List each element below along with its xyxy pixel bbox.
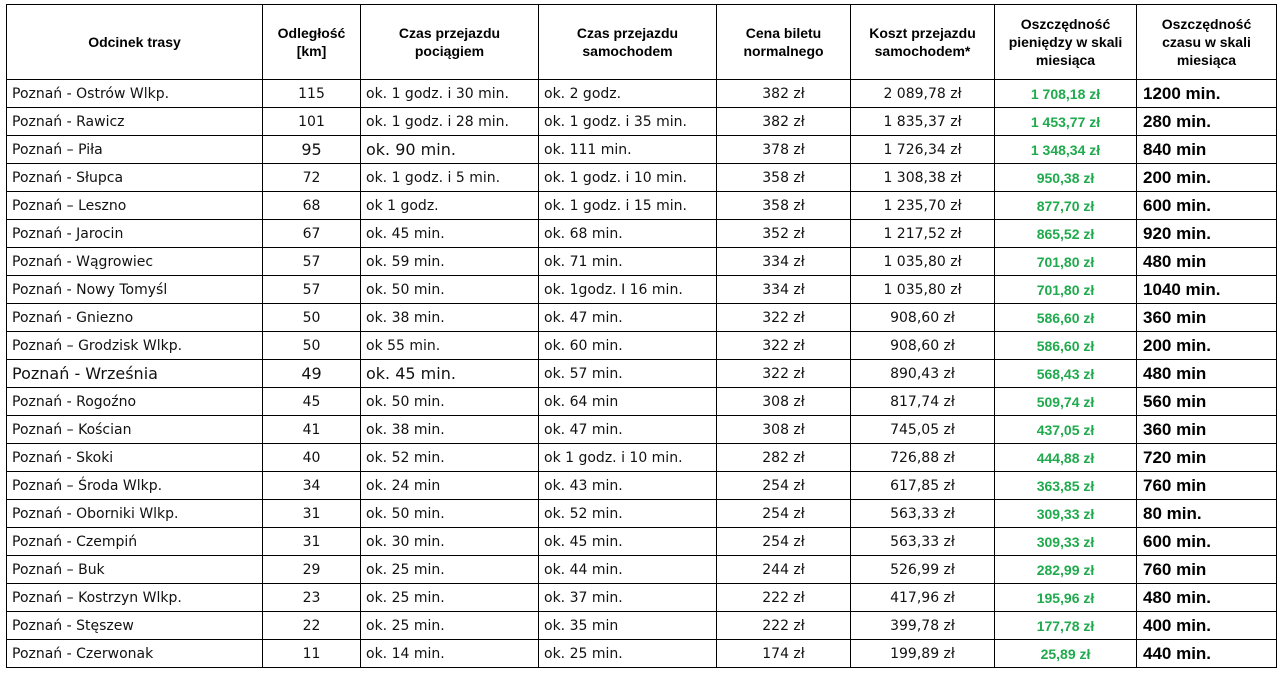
cell-time-savings: 400 min. bbox=[1137, 612, 1277, 640]
table-row bbox=[7, 108, 1277, 136]
cell-money-savings: 865,52 zł bbox=[995, 220, 1137, 248]
header-train-time: Czas przejazdu pociągiem bbox=[361, 5, 539, 80]
cell-ticket-price: 322 zł bbox=[717, 304, 851, 332]
cell-route: Poznań – Piła bbox=[7, 136, 263, 164]
cell-time-savings: 560 min bbox=[1137, 388, 1277, 416]
cell-money-savings: 282,99 zł bbox=[995, 556, 1137, 584]
cell-money-savings: 877,70 zł bbox=[995, 192, 1137, 220]
cell-car-time: ok. 52 min. bbox=[539, 500, 717, 528]
cell-distance: 40 bbox=[263, 444, 361, 472]
cell-car-time: ok. 47 min. bbox=[539, 304, 717, 332]
cell-distance: 57 bbox=[263, 248, 361, 276]
cell-car-cost: 563,33 zł bbox=[851, 500, 995, 528]
cell-route: Poznań - Września bbox=[7, 360, 263, 388]
cell-train-time: ok. 45 min. bbox=[361, 220, 539, 248]
cell-money-savings: 309,33 zł bbox=[995, 500, 1137, 528]
cell-car-cost: 526,99 zł bbox=[851, 556, 995, 584]
cell-ticket-price: 382 zł bbox=[717, 80, 851, 108]
cell-car-time: ok. 111 min. bbox=[539, 136, 717, 164]
cell-route: Poznań – Kostrzyn Wlkp. bbox=[7, 584, 263, 612]
cell-distance: 115 bbox=[263, 80, 361, 108]
table-row bbox=[7, 304, 1277, 332]
cell-time-savings: 480 min bbox=[1137, 248, 1277, 276]
table-row bbox=[7, 388, 1277, 416]
cell-distance: 41 bbox=[263, 416, 361, 444]
cell-train-time: ok. 38 min. bbox=[361, 416, 539, 444]
table-row bbox=[7, 136, 1277, 164]
cell-train-time: ok. 50 min. bbox=[361, 500, 539, 528]
cell-route: Poznań - Oborniki Wlkp. bbox=[7, 500, 263, 528]
cell-car-cost: 1 308,38 zł bbox=[851, 164, 995, 192]
cell-money-savings: 1 348,34 zł bbox=[995, 136, 1137, 164]
table-row bbox=[7, 556, 1277, 584]
cell-route: Poznań - Słupca bbox=[7, 164, 263, 192]
cell-car-cost: 617,85 zł bbox=[851, 472, 995, 500]
cell-route: Poznań - Gniezno bbox=[7, 304, 263, 332]
cell-train-time: ok. 14 min. bbox=[361, 640, 539, 668]
cell-distance: 68 bbox=[263, 192, 361, 220]
cell-car-cost: 908,60 zł bbox=[851, 332, 995, 360]
cell-car-cost: 745,05 zł bbox=[851, 416, 995, 444]
cell-train-time: ok. 1 godz. i 5 min. bbox=[361, 164, 539, 192]
cell-car-time: ok. 1godz. I 16 min. bbox=[539, 276, 717, 304]
cell-time-savings: 480 min bbox=[1137, 360, 1277, 388]
cell-money-savings: 586,60 zł bbox=[995, 332, 1137, 360]
header-distance: Odległość [km] bbox=[263, 5, 361, 80]
table-row bbox=[7, 612, 1277, 640]
cell-ticket-price: 382 zł bbox=[717, 108, 851, 136]
cell-time-savings: 80 min. bbox=[1137, 500, 1277, 528]
cell-car-time: ok. 45 min. bbox=[539, 528, 717, 556]
header-car-time: Czas przejazdu samochodem bbox=[539, 5, 717, 80]
cell-train-time: ok. 1 godz. i 28 min. bbox=[361, 108, 539, 136]
table-row bbox=[7, 444, 1277, 472]
cell-route: Poznań - Czerwonak bbox=[7, 640, 263, 668]
cell-route: Poznań - Czempiń bbox=[7, 528, 263, 556]
cell-money-savings: 437,05 zł bbox=[995, 416, 1137, 444]
cell-train-time: ok. 38 min. bbox=[361, 304, 539, 332]
cell-distance: 11 bbox=[263, 640, 361, 668]
cell-train-time: ok. 25 min. bbox=[361, 556, 539, 584]
header-money-savings: Oszczędność pieniędzy w skali miesiąca bbox=[995, 5, 1137, 80]
cell-route: Poznań - Jarocin bbox=[7, 220, 263, 248]
table-row bbox=[7, 192, 1277, 220]
cell-car-cost: 817,74 zł bbox=[851, 388, 995, 416]
table-row bbox=[7, 276, 1277, 304]
table-container bbox=[6, 4, 1277, 668]
cell-time-savings: 280 min. bbox=[1137, 108, 1277, 136]
table-row bbox=[7, 416, 1277, 444]
cell-car-cost: 1 035,80 zł bbox=[851, 276, 995, 304]
cell-money-savings: 177,78 zł bbox=[995, 612, 1137, 640]
cell-ticket-price: 322 zł bbox=[717, 360, 851, 388]
cell-route: Poznań - Nowy Tomyśl bbox=[7, 276, 263, 304]
cell-money-savings: 195,96 zł bbox=[995, 584, 1137, 612]
cell-car-cost: 890,43 zł bbox=[851, 360, 995, 388]
cell-ticket-price: 254 zł bbox=[717, 500, 851, 528]
cell-time-savings: 920 min. bbox=[1137, 220, 1277, 248]
table-row bbox=[7, 220, 1277, 248]
cell-distance: 50 bbox=[263, 304, 361, 332]
cell-distance: 31 bbox=[263, 500, 361, 528]
cell-money-savings: 586,60 zł bbox=[995, 304, 1137, 332]
cell-money-savings: 444,88 zł bbox=[995, 444, 1137, 472]
cell-distance: 95 bbox=[263, 136, 361, 164]
cell-car-time: ok. 57 min. bbox=[539, 360, 717, 388]
cell-time-savings: 440 min. bbox=[1137, 640, 1277, 668]
cell-distance: 50 bbox=[263, 332, 361, 360]
cell-train-time: ok. 25 min. bbox=[361, 584, 539, 612]
table-row bbox=[7, 528, 1277, 556]
cell-ticket-price: 244 zł bbox=[717, 556, 851, 584]
cell-route: Poznań – Środa Wlkp. bbox=[7, 472, 263, 500]
cell-money-savings: 1 453,77 zł bbox=[995, 108, 1137, 136]
cell-distance: 34 bbox=[263, 472, 361, 500]
cell-train-time: ok 55 min. bbox=[361, 332, 539, 360]
cell-car-time: ok. 25 min. bbox=[539, 640, 717, 668]
cell-car-cost: 1 035,80 zł bbox=[851, 248, 995, 276]
cell-ticket-price: 334 zł bbox=[717, 276, 851, 304]
header-ticket-price: Cena biletu normalnego bbox=[717, 5, 851, 80]
cell-distance: 22 bbox=[263, 612, 361, 640]
table-row bbox=[7, 472, 1277, 500]
cell-car-cost: 1 726,34 zł bbox=[851, 136, 995, 164]
cell-ticket-price: 308 zł bbox=[717, 388, 851, 416]
cell-car-cost: 726,88 zł bbox=[851, 444, 995, 472]
cell-train-time: ok. 50 min. bbox=[361, 388, 539, 416]
cell-route: Poznań - Skoki bbox=[7, 444, 263, 472]
cell-train-time: ok. 59 min. bbox=[361, 248, 539, 276]
cell-time-savings: 840 min bbox=[1137, 136, 1277, 164]
table-row bbox=[7, 164, 1277, 192]
cell-money-savings: 950,38 zł bbox=[995, 164, 1137, 192]
cell-ticket-price: 174 zł bbox=[717, 640, 851, 668]
cell-car-cost: 2 089,78 zł bbox=[851, 80, 995, 108]
cell-time-savings: 600 min. bbox=[1137, 528, 1277, 556]
cell-time-savings: 1200 min. bbox=[1137, 80, 1277, 108]
cell-ticket-price: 222 zł bbox=[717, 612, 851, 640]
cell-route: Poznań – Kościan bbox=[7, 416, 263, 444]
cell-route: Poznań - Rawicz bbox=[7, 108, 263, 136]
cell-money-savings: 701,80 zł bbox=[995, 276, 1137, 304]
cell-distance: 31 bbox=[263, 528, 361, 556]
cell-car-time: ok. 43 min. bbox=[539, 472, 717, 500]
cell-ticket-price: 322 zł bbox=[717, 332, 851, 360]
cell-money-savings: 309,33 zł bbox=[995, 528, 1137, 556]
cell-car-cost: 563,33 zł bbox=[851, 528, 995, 556]
table-row bbox=[7, 248, 1277, 276]
cell-route: Poznań – Grodzisk Wlkp. bbox=[7, 332, 263, 360]
cell-car-time: ok. 1 godz. i 15 min. bbox=[539, 192, 717, 220]
cell-distance: 29 bbox=[263, 556, 361, 584]
cell-car-time: ok. 1 godz. i 35 min. bbox=[539, 108, 717, 136]
table-row bbox=[7, 360, 1277, 388]
cell-car-time: ok. 2 godz. bbox=[539, 80, 717, 108]
cell-time-savings: 600 min. bbox=[1137, 192, 1277, 220]
cell-car-time: ok. 60 min. bbox=[539, 332, 717, 360]
cell-time-savings: 720 min bbox=[1137, 444, 1277, 472]
cell-distance: 49 bbox=[263, 360, 361, 388]
cell-distance: 23 bbox=[263, 584, 361, 612]
cell-time-savings: 760 min bbox=[1137, 556, 1277, 584]
cell-time-savings: 200 min. bbox=[1137, 332, 1277, 360]
cell-car-time: ok. 71 min. bbox=[539, 248, 717, 276]
cell-money-savings: 701,80 zł bbox=[995, 248, 1137, 276]
cell-car-cost: 1 835,37 zł bbox=[851, 108, 995, 136]
cell-ticket-price: 222 zł bbox=[717, 584, 851, 612]
cell-car-cost: 199,89 zł bbox=[851, 640, 995, 668]
cell-train-time: ok. 90 min. bbox=[361, 136, 539, 164]
cell-ticket-price: 378 zł bbox=[717, 136, 851, 164]
cell-time-savings: 480 min. bbox=[1137, 584, 1277, 612]
cell-train-time: ok. 45 min. bbox=[361, 360, 539, 388]
cell-train-time: ok. 25 min. bbox=[361, 612, 539, 640]
cell-distance: 72 bbox=[263, 164, 361, 192]
cell-time-savings: 1040 min. bbox=[1137, 276, 1277, 304]
cell-car-time: ok. 37 min. bbox=[539, 584, 717, 612]
cell-train-time: ok 1 godz. bbox=[361, 192, 539, 220]
cell-ticket-price: 358 zł bbox=[717, 192, 851, 220]
cell-ticket-price: 352 zł bbox=[717, 220, 851, 248]
header-time-savings: Oszczędność czasu w skali miesiąca bbox=[1137, 5, 1277, 80]
table-row bbox=[7, 500, 1277, 528]
table-row bbox=[7, 332, 1277, 360]
cell-car-cost: 417,96 zł bbox=[851, 584, 995, 612]
cell-route: Poznań - Rogoźno bbox=[7, 388, 263, 416]
cell-train-time: ok. 50 min. bbox=[361, 276, 539, 304]
cell-time-savings: 200 min. bbox=[1137, 164, 1277, 192]
cell-car-time: ok. 64 min bbox=[539, 388, 717, 416]
cell-distance: 67 bbox=[263, 220, 361, 248]
cell-route: Poznań - Wągrowiec bbox=[7, 248, 263, 276]
cell-route: Poznań - Stęszew bbox=[7, 612, 263, 640]
cell-car-time: ok. 68 min. bbox=[539, 220, 717, 248]
header-route: Odcinek trasy bbox=[7, 5, 263, 80]
cell-ticket-price: 254 zł bbox=[717, 528, 851, 556]
cell-distance: 45 bbox=[263, 388, 361, 416]
cell-ticket-price: 282 zł bbox=[717, 444, 851, 472]
header-row bbox=[7, 5, 1277, 80]
cell-car-time: ok 1 godz. i 10 min. bbox=[539, 444, 717, 472]
cell-distance: 57 bbox=[263, 276, 361, 304]
cell-car-cost: 1 217,52 zł bbox=[851, 220, 995, 248]
commute-savings-table bbox=[6, 4, 1277, 668]
cell-car-time: ok. 1 godz. i 10 min. bbox=[539, 164, 717, 192]
cell-train-time: ok. 30 min. bbox=[361, 528, 539, 556]
header-car-cost: Koszt przejazdu samochodem* bbox=[851, 5, 995, 80]
cell-ticket-price: 358 zł bbox=[717, 164, 851, 192]
table-row bbox=[7, 640, 1277, 668]
cell-train-time: ok. 1 godz. i 30 min. bbox=[361, 80, 539, 108]
cell-money-savings: 25,89 zł bbox=[995, 640, 1137, 668]
cell-ticket-price: 308 zł bbox=[717, 416, 851, 444]
cell-car-time: ok. 35 min bbox=[539, 612, 717, 640]
cell-distance: 101 bbox=[263, 108, 361, 136]
cell-route: Poznań – Buk bbox=[7, 556, 263, 584]
cell-ticket-price: 254 zł bbox=[717, 472, 851, 500]
cell-money-savings: 509,74 zł bbox=[995, 388, 1137, 416]
cell-money-savings: 363,85 zł bbox=[995, 472, 1137, 500]
table-row bbox=[7, 80, 1277, 108]
cell-time-savings: 360 min bbox=[1137, 304, 1277, 332]
table-row bbox=[7, 584, 1277, 612]
cell-ticket-price: 334 zł bbox=[717, 248, 851, 276]
cell-car-cost: 1 235,70 zł bbox=[851, 192, 995, 220]
cell-car-time: ok. 44 min. bbox=[539, 556, 717, 584]
cell-money-savings: 568,43 zł bbox=[995, 360, 1137, 388]
cell-car-cost: 908,60 zł bbox=[851, 304, 995, 332]
cell-time-savings: 360 min bbox=[1137, 416, 1277, 444]
cell-money-savings: 1 708,18 zł bbox=[995, 80, 1137, 108]
cell-time-savings: 760 min bbox=[1137, 472, 1277, 500]
cell-car-time: ok. 47 min. bbox=[539, 416, 717, 444]
cell-train-time: ok. 52 min. bbox=[361, 444, 539, 472]
cell-route: Poznań - Ostrów Wlkp. bbox=[7, 80, 263, 108]
cell-route: Poznań – Leszno bbox=[7, 192, 263, 220]
table-body bbox=[7, 80, 1277, 668]
cell-train-time: ok. 24 min bbox=[361, 472, 539, 500]
cell-car-cost: 399,78 zł bbox=[851, 612, 995, 640]
